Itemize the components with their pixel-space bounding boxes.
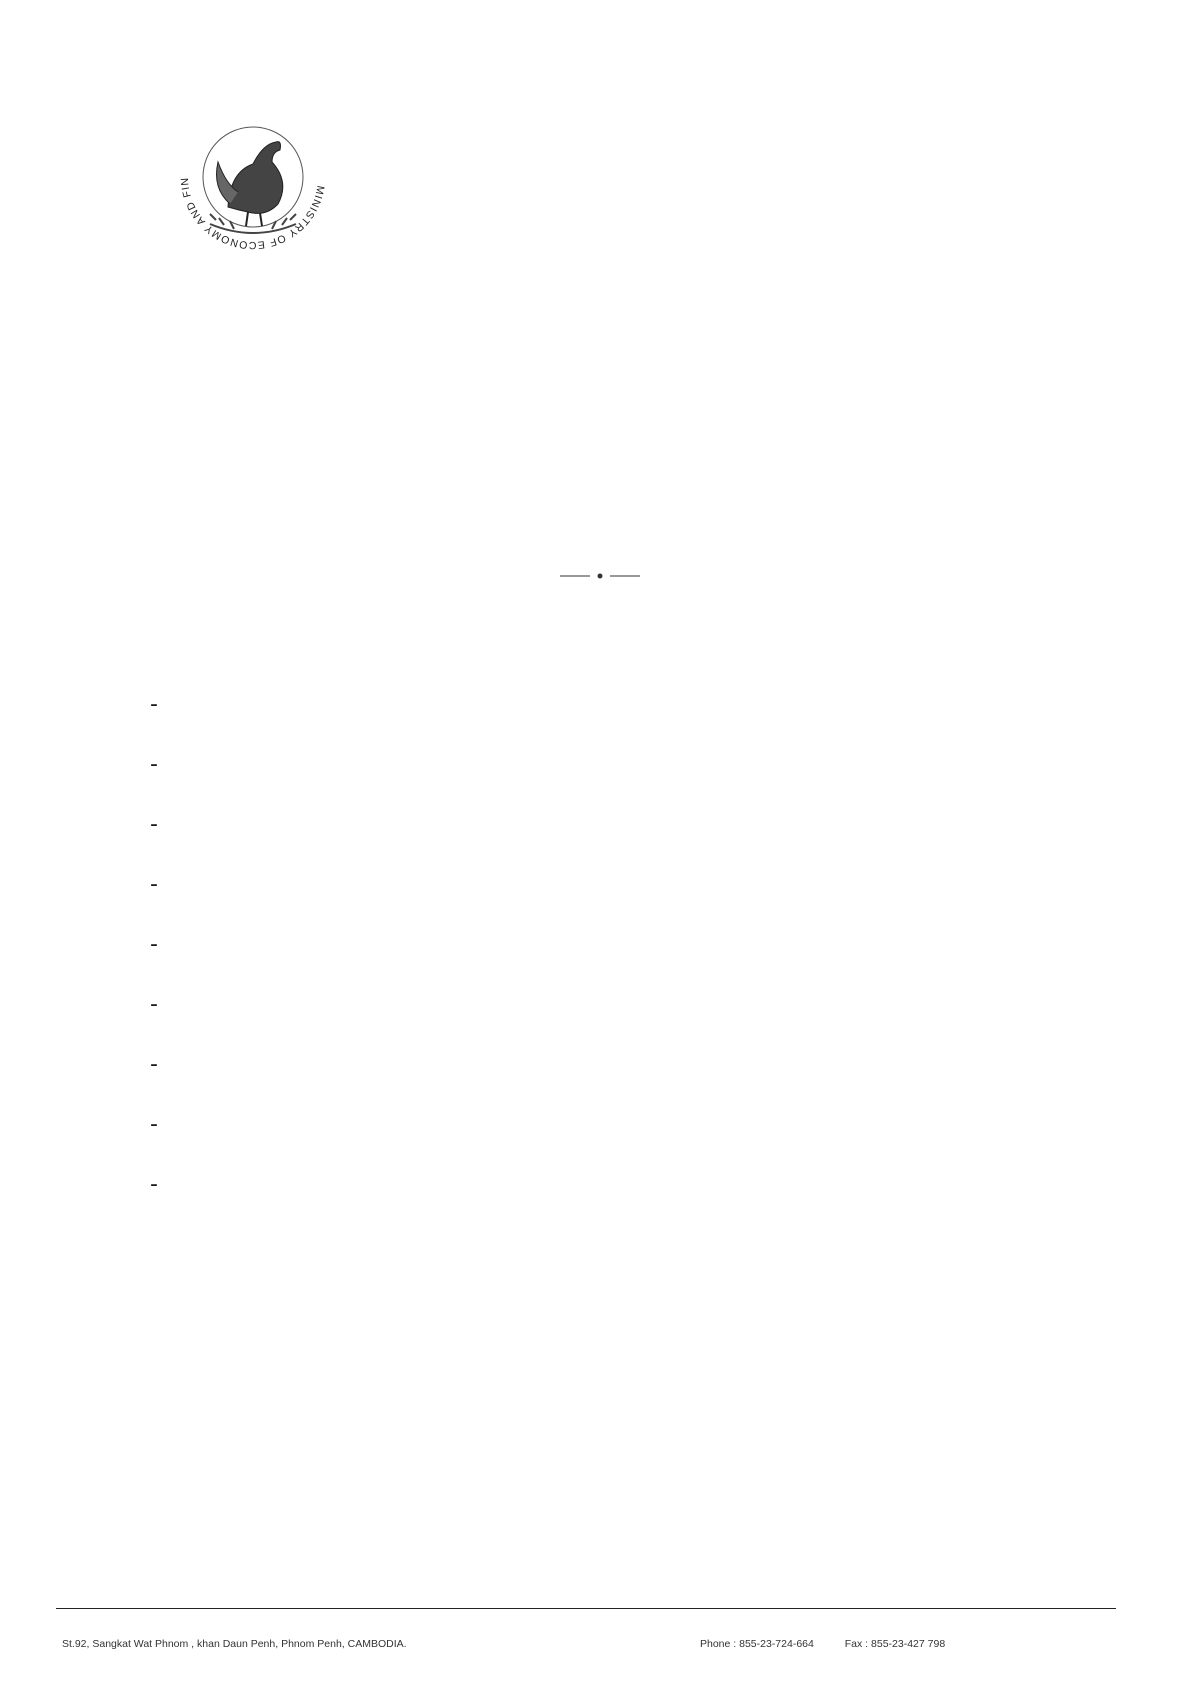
footer-contact <box>700 1616 1120 1650</box>
reference-list <box>150 692 1070 1232</box>
footer-address <box>62 1616 622 1650</box>
ministry-name <box>118 268 448 296</box>
bullet-dash: - <box>150 1172 158 1197</box>
ministry-block <box>118 268 448 324</box>
list-item <box>150 1112 1070 1164</box>
bullet-dash: - <box>150 692 158 717</box>
reference-number <box>118 296 448 324</box>
bullet-dash: - <box>150 872 158 897</box>
contact-english <box>700 1638 1120 1650</box>
list-item <box>150 1052 1070 1104</box>
fax-number: Fax : 855-23-427 798 <box>844 1638 946 1650</box>
bullet-dash: - <box>150 812 158 837</box>
bullet-dash: - <box>150 752 158 777</box>
footer-divider <box>56 1608 1116 1609</box>
phone-number: Phone : 855-23-724-664 <box>700 1638 814 1650</box>
bullet-dash: - <box>150 992 158 1017</box>
address-khmer <box>62 1616 622 1636</box>
list-item <box>150 992 1070 1044</box>
address-english: St.92, Sangkat Wat Phnom , khan Daun Penh, Phnom Penh, CAMBODIA. <box>62 1638 407 1650</box>
seal-emblem-icon <box>168 92 338 262</box>
ministry-seal <box>168 92 338 262</box>
document-type <box>250 360 950 394</box>
list-item <box>150 692 1070 744</box>
contact-khmer <box>700 1616 1120 1636</box>
list-item <box>150 932 1070 984</box>
subject-line-1 <box>250 450 950 490</box>
seal-ring-text: MINISTRY OF ECONOMY AND FIN <box>178 176 327 252</box>
kingdom-header <box>470 48 770 104</box>
bullet-dash: - <box>150 1052 158 1077</box>
national-motto <box>470 78 770 104</box>
list-item <box>150 872 1070 924</box>
list-item <box>150 1172 1070 1224</box>
title-block <box>250 360 950 536</box>
date-line <box>652 290 1072 320</box>
title-divider-ornament <box>560 572 640 580</box>
subject-label <box>250 404 950 438</box>
bullet-dash: - <box>150 1112 158 1137</box>
list-item <box>150 752 1070 804</box>
kingdom-name <box>470 48 770 78</box>
issuer-heading <box>300 610 900 654</box>
bullet-dash: - <box>150 932 158 957</box>
list-item <box>150 812 1070 864</box>
subject-line-2 <box>250 496 950 536</box>
